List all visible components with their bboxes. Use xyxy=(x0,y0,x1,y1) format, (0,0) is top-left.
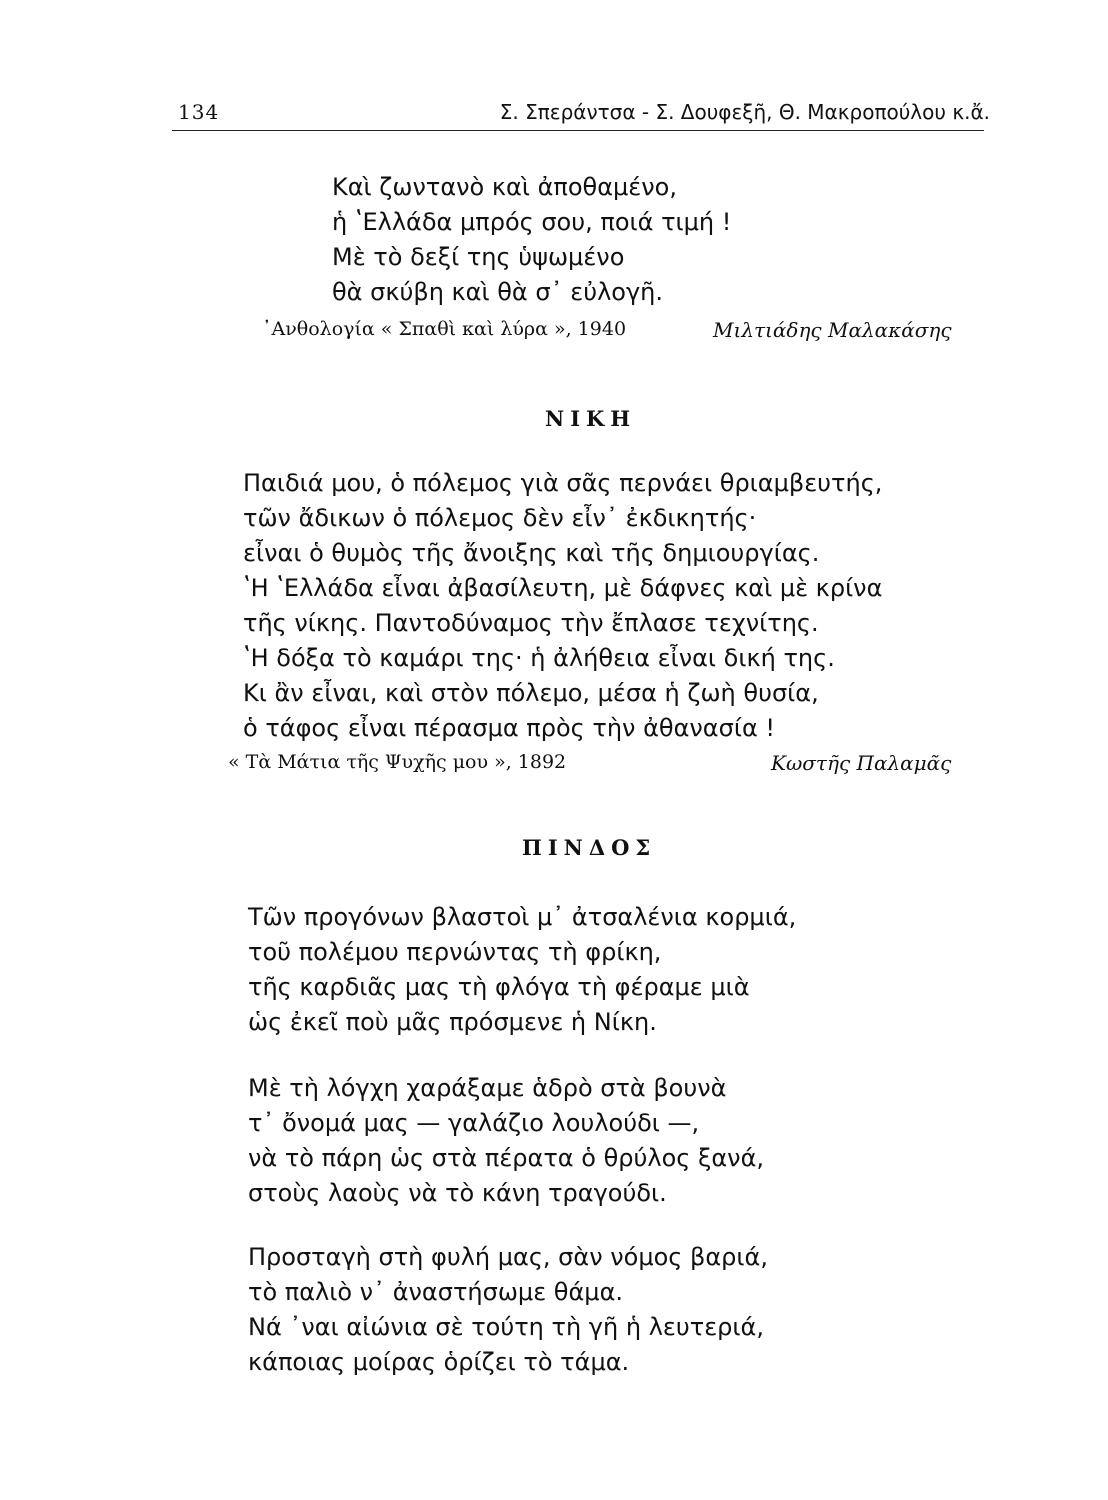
poem-line: Μὲ τὴ λόγχη χαράξαμε ἁδρὸ στὰ βουνὰ xyxy=(248,1074,727,1102)
poem-line: Νά ᾽ναι αἰώνια σὲ τούτη τὴ γῆ ἡ λευτεριά, xyxy=(248,1313,764,1341)
poem3-title: ΠΙΝΔΟΣ xyxy=(522,835,657,860)
poem-line: νὰ τὸ πάρη ὡς στὰ πέρατα ὁ θρύλος ξανά, xyxy=(248,1144,765,1172)
poem1-citation: ᾽Ανθολογία « Σπαθὶ καὶ λύρα », 1940 xyxy=(262,318,627,340)
poem-line: τῆς καρδιᾶς μας τὴ φλόγα τὴ φέραμε μιὰ xyxy=(248,973,750,1001)
poem-line: στοὺς λαοὺς νὰ τὸ κάνη τραγούδι. xyxy=(248,1179,667,1207)
running-head: Σ. Σπεράντσα - Σ. Δουφεξῆ, Θ. Μακροπούλου κ.ἄ. xyxy=(499,100,990,124)
page-header xyxy=(178,100,990,130)
poem-line: Καὶ ζωντανὸ καὶ ἀποθαμένο, xyxy=(332,173,677,201)
poem-line: τῶν ἄδικων ὁ πόλεμος δὲν εἶν᾽ ἐκδικητής· xyxy=(243,504,757,532)
poem-line: ʽΗ δόξα τὸ καμάρι της· ἡ ἀλήθεια εἶναι δική της. xyxy=(243,644,835,672)
poem-line: ἡ ʽΕλλάδα μπρός σου, ποιά τιμή ! xyxy=(332,208,732,236)
poem-line: εἶναι ὁ θυμὸς τῆς ἄνοιξης καὶ τῆς δημιουργίας. xyxy=(243,539,820,567)
poem-line: θὰ σκύβη καὶ θὰ σ᾽ εὐλογῆ. xyxy=(332,278,664,306)
poem1-stanza xyxy=(332,170,731,310)
header-rule xyxy=(172,130,984,131)
poem-line: ʽΗ ʽΕλλάδα εἶναι ἀβασίλευτη, μὲ δάφνες καὶ μὲ κρίνα xyxy=(243,574,883,602)
poem2-citation: « Τὰ Μάτια τῆς Ψυχῆς μου », 1892 xyxy=(228,751,567,773)
poem2-stanza xyxy=(243,466,882,746)
poem3-stanza-3 xyxy=(248,1240,768,1380)
poem1-author: Μιλτιάδης Μαλακάσης xyxy=(713,318,952,342)
poem-line: τ᾽ ὄνομά μας — γαλάζιο λουλούδι —, xyxy=(248,1109,700,1137)
poem3-stanza-2 xyxy=(248,1071,764,1211)
poem-line: Μὲ τὸ δεξί της ὑψωμένο xyxy=(332,243,625,271)
poem-line: κάποιας μοίρας ὁρίζει τὸ τάμα. xyxy=(248,1348,630,1376)
poem-line: ὁ τάφος εἶναι πέρασμα πρὸς τὴν ἀθανασία ! xyxy=(243,714,776,742)
poem-line: τὸ παλιὸ ν᾽ ἀναστήσωμε θάμα. xyxy=(248,1278,624,1306)
poem2-author: Κωστῆς Παλαμᾶς xyxy=(771,751,952,775)
poem-line: τοῦ πολέμου περνώντας τὴ φρίκη, xyxy=(248,938,662,966)
poem2-title: ΝΙΚΗ xyxy=(545,406,637,431)
poem-line: Κι ἂν εἶναι, καὶ στὸν πόλεμο, μέσα ἡ ζωὴ θυσία, xyxy=(243,679,819,707)
poem-line: Προσταγὴ στὴ φυλή μας, σὰν νόμος βαριά, xyxy=(248,1243,768,1271)
poem-line: ὡς ἐκεῖ ποὺ μᾶς πρόσμενε ἡ Νίκη. xyxy=(248,1008,657,1036)
poem-line: Τῶν προγόνων βλαστοὶ μ᾽ ἀτσαλένια κορμιά, xyxy=(248,903,797,931)
poem-line: τῆς νίκης. Παντοδύναμος τὴν ἔπλασε τεχνίτης. xyxy=(243,609,819,637)
poem3-stanza-1 xyxy=(248,900,796,1040)
page-number: 134 xyxy=(178,100,220,124)
poem-line: Παιδιά μου, ὁ πόλεμος γιὰ σᾶς περνάει θριαμβευτής, xyxy=(243,469,883,497)
